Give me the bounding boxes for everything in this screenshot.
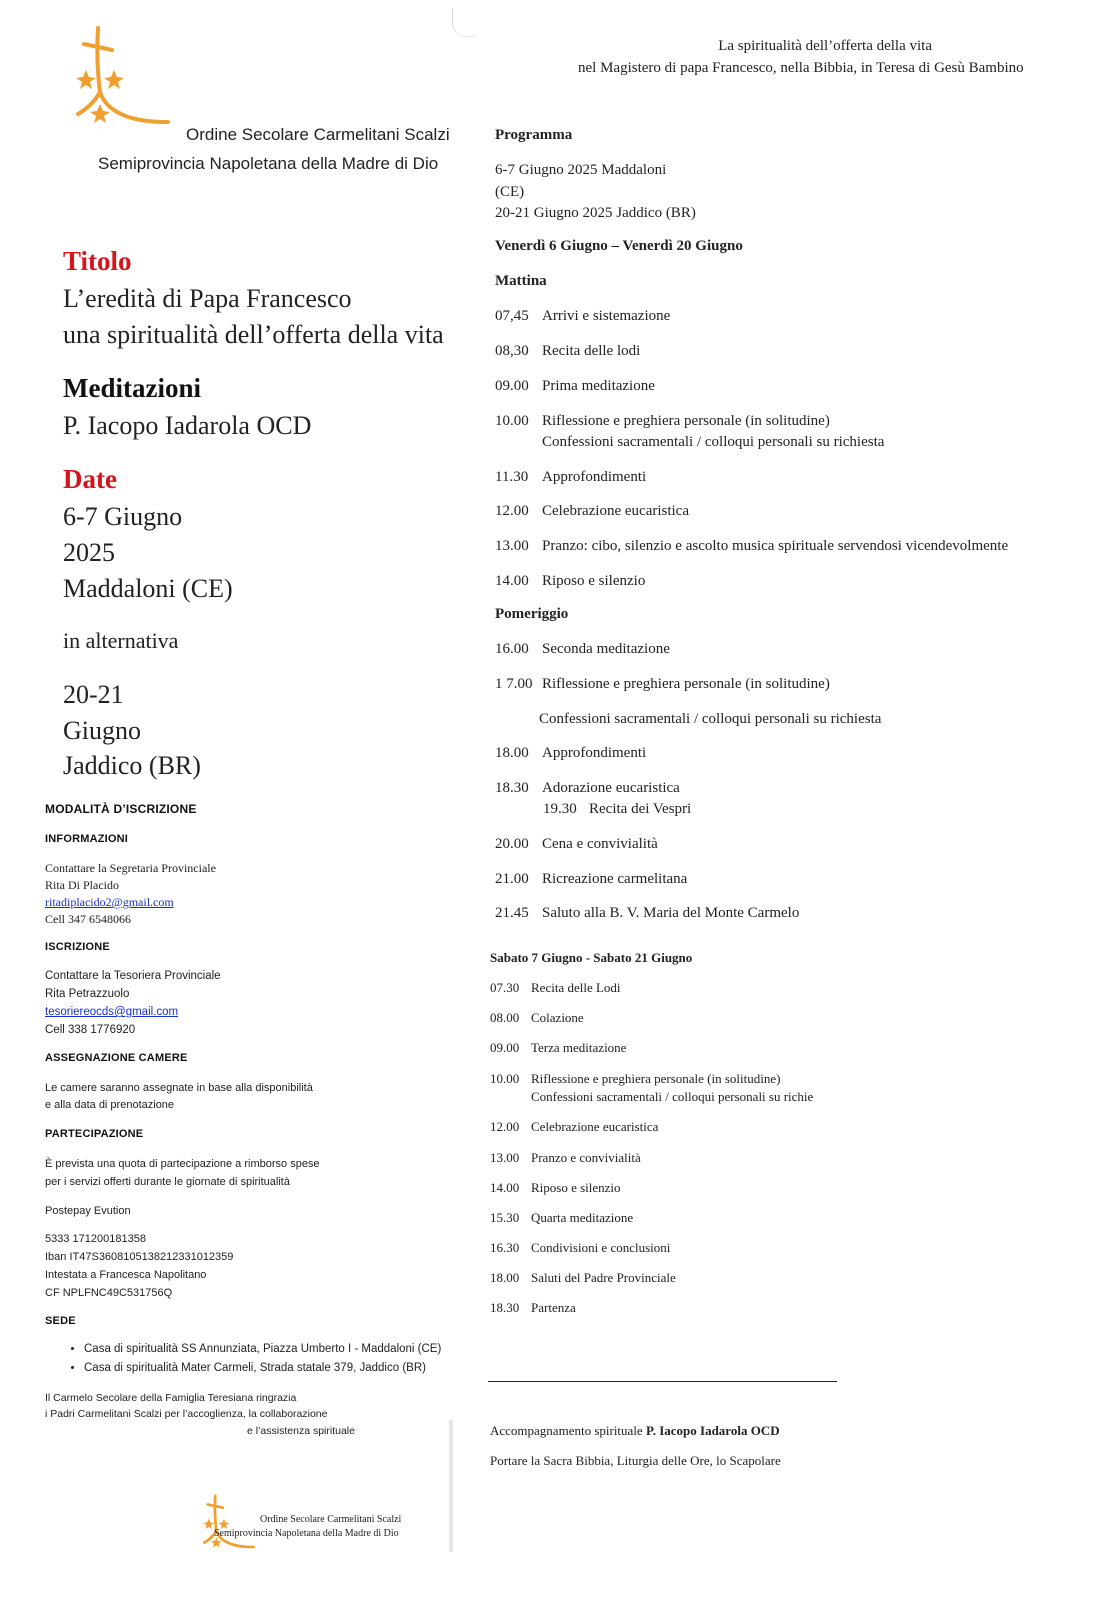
intestata: Intestata a Francesca Napolitano bbox=[45, 1269, 207, 1281]
time: 10.00 bbox=[490, 1071, 520, 1086]
camere-line2: e alla data di prenotazione bbox=[45, 1099, 175, 1111]
activity: Cena e convivialità bbox=[542, 836, 658, 852]
schedule-row bbox=[495, 410, 830, 432]
iscrizione-heading: ISCRIZIONE bbox=[45, 941, 110, 953]
time: 07,45 bbox=[495, 308, 529, 324]
time: 09.00 bbox=[490, 1040, 520, 1055]
time: 10.00 bbox=[495, 413, 529, 429]
activity: Riflessione e preghiera personale (in solitudine) bbox=[542, 413, 830, 429]
modalita-heading: MODALITÀ D’ISCRIZIONE bbox=[45, 802, 197, 816]
schedule-row bbox=[490, 1149, 641, 1167]
carmelite-logo bbox=[70, 22, 180, 134]
date1-line2: 2025 bbox=[63, 538, 115, 567]
part-line2: per i servizi offerti durante le giornate di spiritualità bbox=[45, 1176, 290, 1188]
time: 15.30 bbox=[490, 1210, 520, 1225]
footer-org-line1: Ordine Secolare Carmelitani Scalzi bbox=[260, 1514, 402, 1525]
schedule-row bbox=[490, 1239, 670, 1257]
codice-fiscale: CF NPLFNC49C531756Q bbox=[45, 1287, 173, 1299]
schedule-row bbox=[495, 500, 689, 522]
sede-item: • Casa di spiritualità SS Annunziata, Piazza Umberto I - Maddaloni (CE) bbox=[84, 1340, 441, 1359]
sede-item: • Casa di spiritualità Mater Carmeli, Strada statale 379, Jaddico (BR) bbox=[84, 1359, 441, 1378]
time: 07.30 bbox=[490, 980, 520, 995]
horizontal-rule bbox=[488, 1381, 837, 1382]
time: 14.00 bbox=[490, 1180, 520, 1195]
card-number: 5333 171200181358 bbox=[45, 1233, 146, 1245]
activity: Quarta meditazione bbox=[531, 1210, 634, 1225]
titolo-line1: L’eredità di Papa Francesco bbox=[63, 284, 352, 313]
footer-org-line2: Semiprovincia Napoletana della Madre di Dio bbox=[214, 1528, 399, 1539]
activity: Prima meditazione bbox=[542, 378, 655, 394]
schedule-row bbox=[495, 833, 658, 855]
time: 12.00 bbox=[495, 503, 529, 519]
date-label: Date bbox=[63, 464, 117, 494]
info-cell: Cell 347 6548066 bbox=[45, 912, 131, 926]
day2-title: Sabato 7 Giugno - Sabato 21 Giugno bbox=[490, 950, 693, 965]
activity: Recita delle lodi bbox=[542, 343, 641, 359]
schedule-row bbox=[490, 1269, 676, 1287]
activity: Celebrazione eucaristica bbox=[531, 1119, 659, 1134]
camere-heading: ASSEGNAZIONE CAMERE bbox=[45, 1052, 188, 1064]
schedule-row bbox=[495, 868, 687, 890]
time: 20.00 bbox=[495, 836, 529, 852]
right-title-line2: nel Magistero di papa Francesco, nella Bibbia, in Teresa di Gesù Bambino bbox=[578, 60, 1024, 76]
titolo-line2: una spiritualità dell’offerta della vita bbox=[63, 320, 444, 349]
time: 13.00 bbox=[490, 1150, 520, 1165]
programma-heading: Programma bbox=[495, 127, 573, 143]
right-title-line1 bbox=[362, 35, 932, 57]
portare-note: Portare la Sacra Bibbia, Liturgia delle Ore, lo Scapolare bbox=[490, 1453, 781, 1468]
schedule-row bbox=[490, 1009, 584, 1027]
activity: Riflessione e preghiera personale (in solitudine) bbox=[542, 676, 830, 692]
date2-line1: 20-21 bbox=[63, 680, 124, 709]
schedule-row bbox=[495, 305, 670, 327]
page-corner-mark bbox=[452, 8, 475, 37]
schedule-row bbox=[490, 1179, 621, 1197]
activity: Celebrazione eucaristica bbox=[542, 503, 689, 519]
time: 14.00 bbox=[495, 573, 529, 589]
sede-list bbox=[62, 1340, 441, 1378]
date1-line1: 6-7 Giugno bbox=[63, 502, 183, 531]
activity: Pranzo: cibo, silenzio e ascolto musica spirituale servendosi vicendevolmente bbox=[542, 538, 1009, 554]
vertical-divider bbox=[449, 1420, 453, 1552]
info-line2: Rita Di Placido bbox=[45, 878, 119, 892]
carmelite-logo-small bbox=[200, 1492, 260, 1554]
activity: Seconda meditazione bbox=[542, 641, 670, 657]
schedule-row bbox=[495, 742, 646, 764]
time: 08,30 bbox=[495, 343, 529, 359]
thanks-line3: e l’assistenza spirituale bbox=[247, 1425, 355, 1437]
time: 18.00 bbox=[490, 1270, 520, 1285]
activity: Saluti del Padre Provinciale bbox=[531, 1270, 676, 1285]
camere-line1: Le camere saranno assegnate in base alla disponibilità bbox=[45, 1082, 313, 1094]
partecipazione-heading: PARTECIPAZIONE bbox=[45, 1128, 144, 1140]
accomp-prefix: Accompagnamento spirituale bbox=[490, 1423, 646, 1438]
time: 19.30 bbox=[543, 801, 577, 817]
meditazioni-name: P. Iacopo Iadarola OCD bbox=[63, 411, 312, 440]
activity: Approfondimenti bbox=[542, 745, 647, 761]
activity-continuation: Confessioni sacramentali / colloqui personali su richiesta bbox=[542, 434, 885, 450]
schedule-row bbox=[495, 902, 799, 924]
activity: Partenza bbox=[531, 1300, 576, 1315]
time: 16.00 bbox=[495, 641, 529, 657]
schedule-row bbox=[490, 1299, 576, 1317]
activity: Riposo e silenzio bbox=[542, 573, 646, 589]
schedule-row bbox=[495, 535, 1008, 557]
alternativa: in alternativa bbox=[63, 628, 179, 653]
sede-heading: SEDE bbox=[45, 1315, 76, 1327]
schedule-subrow bbox=[543, 798, 691, 820]
activity: Ricreazione carmelitana bbox=[542, 871, 688, 887]
activity: Riposo e silenzio bbox=[531, 1180, 621, 1195]
informazioni-heading: INFORMAZIONI bbox=[45, 833, 129, 845]
time: 21.45 bbox=[495, 905, 529, 921]
activity: Recita dei Vespri bbox=[589, 801, 692, 817]
org-name: Ordine Secolare Carmelitani Scalzi bbox=[186, 125, 450, 144]
pomeriggio-heading: Pomeriggio bbox=[495, 606, 569, 622]
schedule-row bbox=[495, 777, 680, 799]
time: 1 7.00 bbox=[495, 676, 533, 692]
time: 09.00 bbox=[495, 378, 529, 394]
info-email-link[interactable]: ritadiplacido2@gmail.com bbox=[45, 895, 174, 909]
postepay: Postepay Evution bbox=[45, 1205, 131, 1217]
activity: Saluto alla B. V. Maria del Monte Carmelo bbox=[542, 905, 800, 921]
info-line1: Contattare la Segretaria Provinciale bbox=[45, 861, 216, 875]
time: 18.30 bbox=[495, 780, 529, 796]
time: 12.00 bbox=[490, 1119, 520, 1134]
accomp-name: P. Iacopo Iadarola OCD bbox=[645, 1423, 780, 1438]
part-line1: È prevista una quota di partecipazione a rimborso spese bbox=[45, 1158, 320, 1170]
titolo-label: Titolo bbox=[63, 246, 132, 276]
schedule-row bbox=[495, 638, 670, 660]
iscr-line1: Contattare la Tesoriera Provinciale bbox=[45, 970, 221, 982]
schedule-row bbox=[490, 1070, 780, 1088]
schedule-row bbox=[490, 979, 621, 997]
thanks-line1: Il Carmelo Secolare della Famiglia Teresiana ringrazia bbox=[45, 1392, 297, 1404]
schedule-row bbox=[495, 340, 640, 362]
prog-dates-line3: 20-21 Giugno 2025 Jaddico (BR) bbox=[495, 205, 696, 221]
schedule-row bbox=[490, 1209, 633, 1227]
prog-dates-line2: (CE) bbox=[495, 184, 525, 200]
activity: Riflessione e preghiera personale (in solitudine) bbox=[531, 1071, 781, 1086]
iscr-cell: Cell 338 1776920 bbox=[45, 1024, 136, 1036]
iscr-line2: Rita Petrazzuolo bbox=[45, 988, 130, 1000]
time: 16.30 bbox=[490, 1240, 520, 1255]
time: 08.00 bbox=[490, 1010, 520, 1025]
schedule-row bbox=[495, 673, 830, 695]
activity: Pranzo e convivialità bbox=[531, 1150, 641, 1165]
prog-dates-line1: 6-7 Giugno 2025 Maddaloni bbox=[495, 162, 667, 178]
time: 21.00 bbox=[495, 871, 529, 887]
schedule-row bbox=[495, 466, 646, 488]
activity: Recita delle Lodi bbox=[531, 980, 621, 995]
time: 18.00 bbox=[495, 745, 529, 761]
activity-continuation: Confessioni sacramentali / colloqui personali su richiesta bbox=[539, 711, 882, 727]
schedule-row bbox=[490, 1118, 658, 1136]
activity: Approfondimenti bbox=[542, 469, 647, 485]
date2-line2: Giugno bbox=[63, 716, 141, 745]
day1-title: Venerdì 6 Giugno – Venerdì 20 Giugno bbox=[495, 238, 743, 254]
time: 11.30 bbox=[495, 469, 529, 485]
activity: Colazione bbox=[531, 1010, 584, 1025]
activity: Adorazione eucaristica bbox=[542, 780, 680, 796]
activity: Arrivi e sistemazione bbox=[542, 308, 671, 324]
iban: Iban IT47S3608105138212331012359 bbox=[45, 1251, 234, 1263]
time: 13.00 bbox=[495, 538, 529, 554]
activity-continuation: Confessioni sacramentali / colloqui personali su richie bbox=[531, 1089, 814, 1104]
thanks-line2: i Padri Carmelitani Scalzi per l’accoglienza, la collaborazione bbox=[45, 1408, 328, 1420]
date1-line3: Maddaloni (CE) bbox=[63, 574, 233, 603]
time: 18.30 bbox=[490, 1300, 520, 1315]
activity: Terza meditazione bbox=[531, 1040, 627, 1055]
semiprovince-name: Semiprovincia Napoletana della Madre di Dio bbox=[98, 154, 439, 173]
schedule-row bbox=[495, 570, 645, 592]
iscr-email-link[interactable]: tesoriereocds@gmail.com bbox=[45, 1006, 179, 1018]
activity: Condivisioni e conclusioni bbox=[531, 1240, 671, 1255]
schedule-row bbox=[490, 1039, 626, 1057]
right-title-text1: La spiritualità dell’offerta della vita bbox=[718, 38, 932, 54]
meditazioni-label: Meditazioni bbox=[63, 373, 201, 403]
date2-line3: Jaddico (BR) bbox=[63, 751, 201, 780]
schedule-row bbox=[495, 375, 655, 397]
accompagnamento bbox=[490, 1423, 780, 1439]
mattina-heading: Mattina bbox=[495, 273, 547, 289]
